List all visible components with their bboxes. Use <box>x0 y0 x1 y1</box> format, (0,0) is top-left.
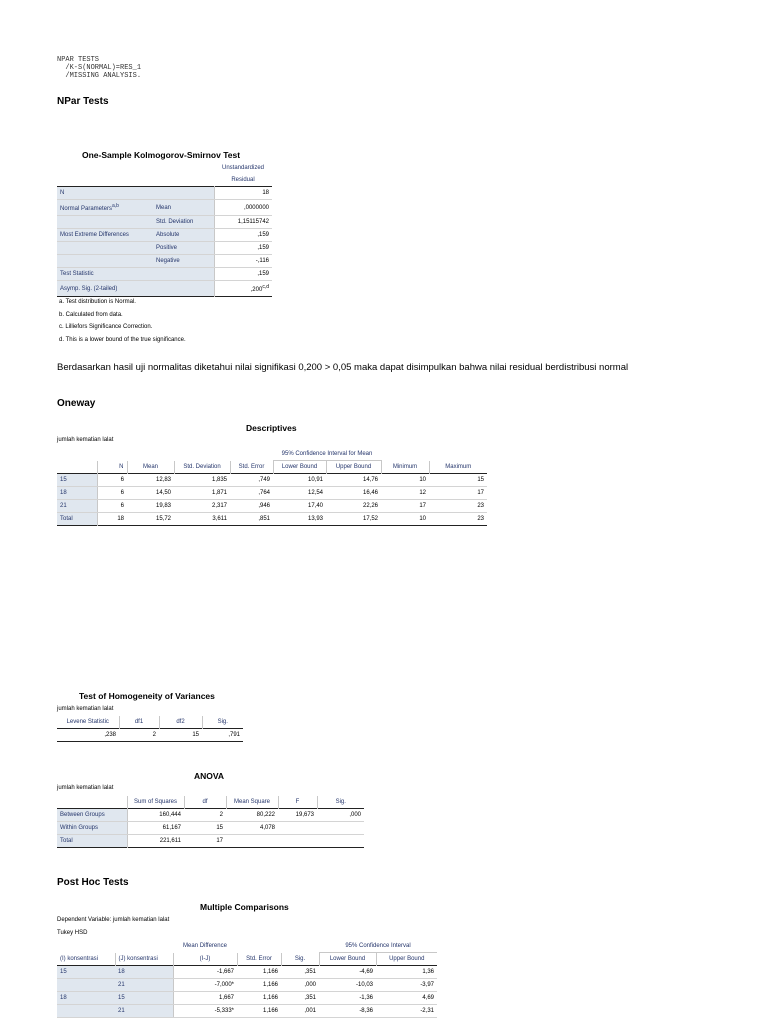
cell: ,238 <box>104 732 116 738</box>
col-header: Std. Error <box>230 461 273 474</box>
cell: 18 <box>117 516 124 522</box>
mc-dep-var: Dependent Variable: jumlah kematian lalat <box>57 917 170 923</box>
col-header <box>57 461 97 474</box>
ks-col-header: Unstandardized <box>221 165 265 171</box>
cell: -1,36 <box>319 992 376 1005</box>
table-row <box>57 835 364 848</box>
ks-row-sublabel: Absolute <box>153 229 214 242</box>
mc-title: Multiple Comparisons <box>200 902 289 912</box>
table-row <box>57 809 364 822</box>
cell: ,946 <box>230 500 273 513</box>
cell: -7,000* <box>173 979 237 992</box>
syntax-block <box>57 56 141 80</box>
table-row <box>57 966 437 979</box>
row-label: 21 <box>57 500 97 513</box>
cell: 15 <box>184 822 226 835</box>
col-header: Upper Bound <box>326 461 381 474</box>
cell: 15 <box>429 474 487 487</box>
col-header: Sum of Squares <box>127 796 184 809</box>
ks-row-sublabel: Mean <box>153 200 214 216</box>
ks-value: ,159 <box>214 242 272 255</box>
col-header: (I) konsentrasi <box>60 955 99 962</box>
cell: 15,72 <box>155 516 171 522</box>
col-header: Std. Error <box>237 953 281 966</box>
col-header: Mean <box>127 461 174 474</box>
ks-value: ,159 <box>214 229 272 242</box>
cell: ,000 <box>281 979 319 992</box>
row-label: 15 <box>57 474 97 487</box>
col-header: F <box>278 796 317 809</box>
ks-row-label: Normal Parameters <box>60 206 113 212</box>
cell <box>317 835 364 848</box>
cell: 6 <box>97 474 127 487</box>
col-header: Mean Square <box>226 796 278 809</box>
col-header: Maximum <box>429 461 487 474</box>
col-header: Sig. <box>317 796 364 809</box>
col-header: (J) konsentrasi <box>115 953 173 966</box>
syntax-line: /MISSING ANALYSIS. <box>57 72 142 80</box>
col-header: Levene Statistic <box>66 719 109 725</box>
cell: ,749 <box>230 474 273 487</box>
cell: 2 <box>184 809 226 822</box>
cell: 12,54 <box>273 487 326 500</box>
cell: 1,871 <box>174 487 230 500</box>
cell: 4,078 <box>226 822 278 835</box>
cell: 1,667 <box>173 992 237 1005</box>
cell: 23 <box>477 516 484 522</box>
col-header: (I-J) <box>173 953 237 966</box>
cell: 10 <box>419 516 426 522</box>
col-header: df2 <box>159 716 202 729</box>
table-row <box>57 513 487 526</box>
cell: -8,36 <box>319 1005 376 1018</box>
mc-method: Tukey HSD <box>57 930 88 936</box>
row-label <box>57 979 115 992</box>
ks-notes <box>59 296 186 347</box>
ks-value: -,116 <box>214 255 272 268</box>
col-header: Upper Bound <box>376 953 437 966</box>
row-sublabel: 21 <box>115 979 173 992</box>
footnote: c. Lilliefors Significance Correction. <box>59 324 153 331</box>
ks-value: ,0000000 <box>214 200 272 216</box>
cell: -10,03 <box>319 979 376 992</box>
table-row <box>57 979 437 992</box>
cell: 15 <box>192 732 199 738</box>
ks-value: 1,15115742 <box>214 216 272 229</box>
cell <box>226 835 278 848</box>
npar-heading: NPar Tests <box>57 96 109 107</box>
posthoc-heading: Post Hoc Tests <box>57 877 129 888</box>
desc-title: Descriptives <box>246 423 297 433</box>
table-row <box>57 487 487 500</box>
cell: -5,333* <box>173 1005 237 1018</box>
cell: -4,69 <box>319 966 376 979</box>
cell: 14,50 <box>127 487 174 500</box>
cell: 10 <box>381 474 429 487</box>
cell: 1,166 <box>237 979 281 992</box>
ci-header: 95% Confidence Interval <box>319 940 437 953</box>
table-row <box>57 1005 437 1018</box>
cell: 17 <box>381 500 429 513</box>
cell: 22,26 <box>326 500 381 513</box>
ci-header: 95% Confidence Interval for Mean <box>273 448 381 461</box>
row-label <box>57 1005 115 1018</box>
footnote: d. This is a lower bound of the true significance. <box>59 337 186 344</box>
cell: 2,317 <box>174 500 230 513</box>
cell: 23 <box>429 500 487 513</box>
ks-row-sublabel: Negative <box>153 255 214 268</box>
col-header: Std. Deviation <box>174 461 230 474</box>
cell: 1,166 <box>237 1005 281 1018</box>
anova-table <box>57 796 364 848</box>
footnote: b. Calculated from data. <box>59 311 123 318</box>
table-row <box>57 500 487 513</box>
cell: ,764 <box>230 487 273 500</box>
cell: 1,166 <box>237 992 281 1005</box>
cell: 12 <box>381 487 429 500</box>
cell: 3,611 <box>212 516 227 522</box>
ks-value: 18 <box>214 187 272 200</box>
col-header: N <box>97 461 127 474</box>
col-header: Sig. <box>281 953 319 966</box>
cell: 14,76 <box>326 474 381 487</box>
ks-row-sublabel: Positive <box>153 242 214 255</box>
cell: 6 <box>97 487 127 500</box>
col-header: Mean Difference <box>183 943 227 950</box>
cell: 10,91 <box>273 474 326 487</box>
cell: 160,444 <box>127 809 184 822</box>
cell: 61,167 <box>127 822 184 835</box>
cell: ,351 <box>281 992 319 1005</box>
desc-variable: jumlah kematian lalat <box>57 437 114 443</box>
descriptives-table <box>57 448 487 526</box>
ks-row-label: N <box>57 187 153 200</box>
row-label: 18 <box>57 992 115 1005</box>
row-label: Total <box>57 835 127 848</box>
row-label: Within Groups <box>57 822 127 835</box>
col-header: Lower Bound <box>319 953 376 966</box>
cell: -2,31 <box>376 1005 437 1018</box>
footnote-marker: a,b <box>112 203 119 209</box>
syntax-line: NPAR TESTS <box>57 56 100 64</box>
row-label: 15 <box>57 966 115 979</box>
cell <box>278 835 317 848</box>
cell: 6 <box>97 500 127 513</box>
cell: ,851 <box>258 516 270 522</box>
ks-col-header: Residual <box>231 177 255 183</box>
cell <box>278 822 317 835</box>
cell: 19,83 <box>127 500 174 513</box>
cell: -3,97 <box>376 979 437 992</box>
cell: 2 <box>152 732 156 738</box>
cell <box>317 822 364 835</box>
col-header: Lower Bound <box>273 461 326 474</box>
cell: 221,611 <box>159 838 181 844</box>
table-row <box>57 992 437 1005</box>
row-label: Total <box>57 513 97 526</box>
cell: 12,83 <box>127 474 174 487</box>
cell: ,001 <box>281 1005 319 1018</box>
cell: 19,673 <box>278 809 317 822</box>
col-header <box>57 796 127 809</box>
footnote: a. Test distribution is Normal. <box>59 299 136 305</box>
table-row <box>57 474 487 487</box>
cell: 80,222 <box>226 809 278 822</box>
cell: 17 <box>216 838 223 844</box>
row-label: 18 <box>57 487 97 500</box>
cell: 4,69 <box>376 992 437 1005</box>
cell: 1,835 <box>174 474 230 487</box>
oneway-heading: Oneway <box>57 398 96 409</box>
table-row <box>57 822 364 835</box>
ks-row-label: Most Extreme Differences <box>57 229 153 242</box>
col-header: Minimum <box>381 461 429 474</box>
row-sublabel: 18 <box>115 966 173 979</box>
row-sublabel: 15 <box>115 992 173 1005</box>
syntax-line: /K-S(NORMAL)=RES_1 <box>57 64 142 72</box>
col-header: Sig. <box>202 716 243 729</box>
footnote-marker: c,d <box>262 284 269 290</box>
col-header: df1 <box>119 716 159 729</box>
ks-title: One-Sample Kolmogorov-Smirnov Test <box>82 150 241 160</box>
cell: ,000 <box>317 809 364 822</box>
cell: ,351 <box>281 966 319 979</box>
anova-title: ANOVA <box>194 771 225 781</box>
row-label: Between Groups <box>57 809 127 822</box>
homogeneity-table <box>57 716 243 742</box>
row-sublabel: 21 <box>115 1005 173 1018</box>
cell: 17 <box>429 487 487 500</box>
ks-row-sublabel: Std. Deviation <box>153 216 214 229</box>
multiple-comparisons-table <box>57 940 437 1018</box>
ks-table <box>57 162 272 297</box>
table-row <box>57 729 243 742</box>
cell: ,791 <box>228 732 240 738</box>
cell: 1,166 <box>237 966 281 979</box>
cell: 17,52 <box>362 516 378 522</box>
col-header: df <box>184 796 226 809</box>
ks-row-label: Asymp. Sig. (2-tailed) <box>57 281 153 297</box>
cell: 16,46 <box>326 487 381 500</box>
cell: 17,40 <box>273 500 326 513</box>
conclusion-text: Berdasarkan hasil uji normalitas diketahui nilai signifikasi 0,200 > 0,05 maka dapat disimpulkan bahwa nilai residual berdistribusi normal <box>57 362 629 373</box>
homog-title: Test of Homogeneity of Variances <box>79 691 215 701</box>
homog-variable: jumlah kematian lalat <box>57 706 114 712</box>
anova-variable: jumlah kematian lalat <box>57 785 114 791</box>
cell: 13,93 <box>307 516 323 522</box>
ks-row-label: Test Statistic <box>57 268 153 281</box>
ks-value: ,200 <box>250 287 263 293</box>
ks-value: ,159 <box>214 268 272 281</box>
cell: 1,36 <box>376 966 437 979</box>
cell: -1,667 <box>173 966 237 979</box>
